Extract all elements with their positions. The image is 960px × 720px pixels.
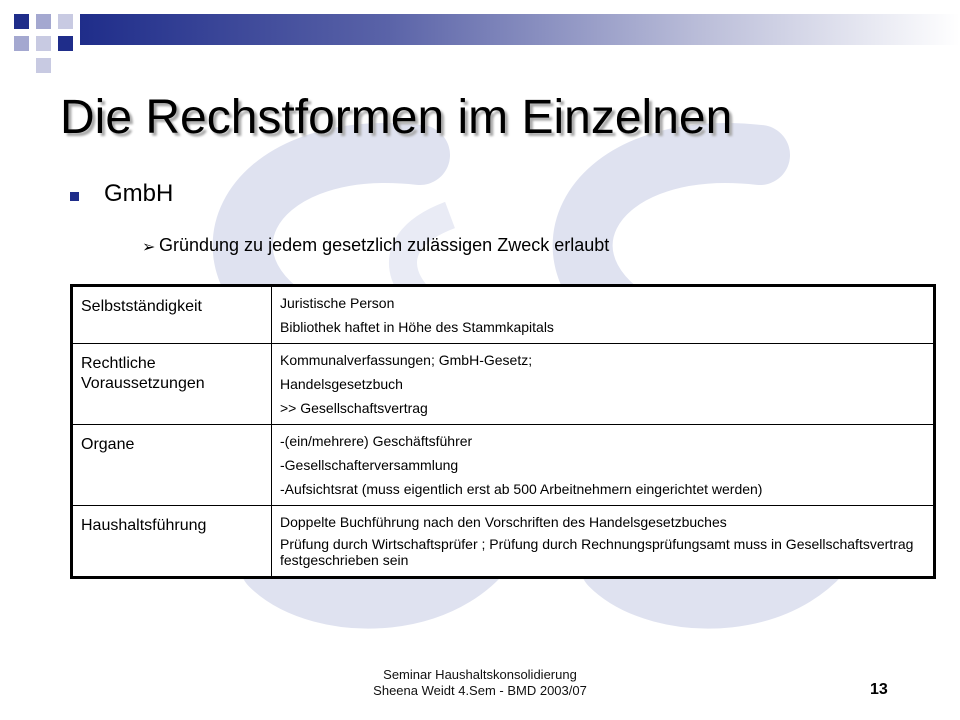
row-label: Haushaltsführung (72, 506, 272, 578)
page-number: 13 (870, 681, 888, 698)
table-row (72, 344, 935, 425)
header-square-light (36, 36, 51, 51)
row-values (272, 425, 935, 506)
arrow-bullet-icon: ➢ (142, 239, 156, 256)
row-label: Rechtliche Voraussetzungen (72, 344, 272, 425)
value-line: Bibliothek haftet in Höhe des Stammkapitals (280, 319, 554, 335)
row-values (272, 286, 935, 344)
header-square-light (58, 14, 73, 29)
value-line: >> Gesellschaftsvertrag (280, 400, 428, 416)
table-row (72, 425, 935, 506)
bullet-square-icon (70, 192, 79, 201)
header-square-light (14, 36, 29, 51)
value-line: Kommunalverfassungen; GmbH-Gesetz; (280, 352, 533, 368)
header-square-dark (58, 36, 73, 51)
header-gradient-bar (80, 14, 960, 45)
sub-bullet-text: Gründung zu jedem gesetzlich zulässigen Zweck erlaubt (159, 235, 610, 255)
row-values (272, 506, 935, 578)
footer-line: Sheena Weidt 4.Sem - BMD 2003/07 (373, 683, 587, 698)
slide-footer (300, 667, 660, 699)
slide-title: Die Rechstformen im Einzelnen (60, 91, 733, 144)
header-square-light (36, 58, 51, 73)
bullet-text: GmbH (104, 180, 174, 207)
value-line: -(ein/mehrere) Geschäftsführer (280, 433, 473, 449)
value-line: Doppelte Buchführung nach den Vorschriften des Handelsgesetzbuches (280, 514, 727, 530)
header-square-light (36, 14, 51, 29)
row-label: Selbstständigkeit (72, 286, 272, 344)
row-values (272, 344, 935, 425)
footer-line: Seminar Haushaltskonsolidierung (383, 667, 577, 682)
row-label: Organe (72, 425, 272, 506)
value-line: -Aufsichtsrat (muss eigentlich erst ab 500 Arbeitnehmern eingerichtet werden) (280, 481, 763, 497)
table-row (72, 506, 935, 578)
value-line: Prüfung durch Wirtschaftsprüfer ; Prüfung durch Rechnungsprüfungsamt muss in Gesellschaftsvertrag festgeschrieben sein (280, 536, 914, 568)
header-square-dark (14, 14, 29, 29)
value-line: Juristische Person (280, 295, 395, 311)
gmbh-properties-table (70, 284, 936, 579)
value-line: Handelsgesetzbuch (280, 376, 403, 392)
table-row (72, 286, 935, 344)
value-line: -Gesellschafterversammlung (280, 457, 459, 473)
